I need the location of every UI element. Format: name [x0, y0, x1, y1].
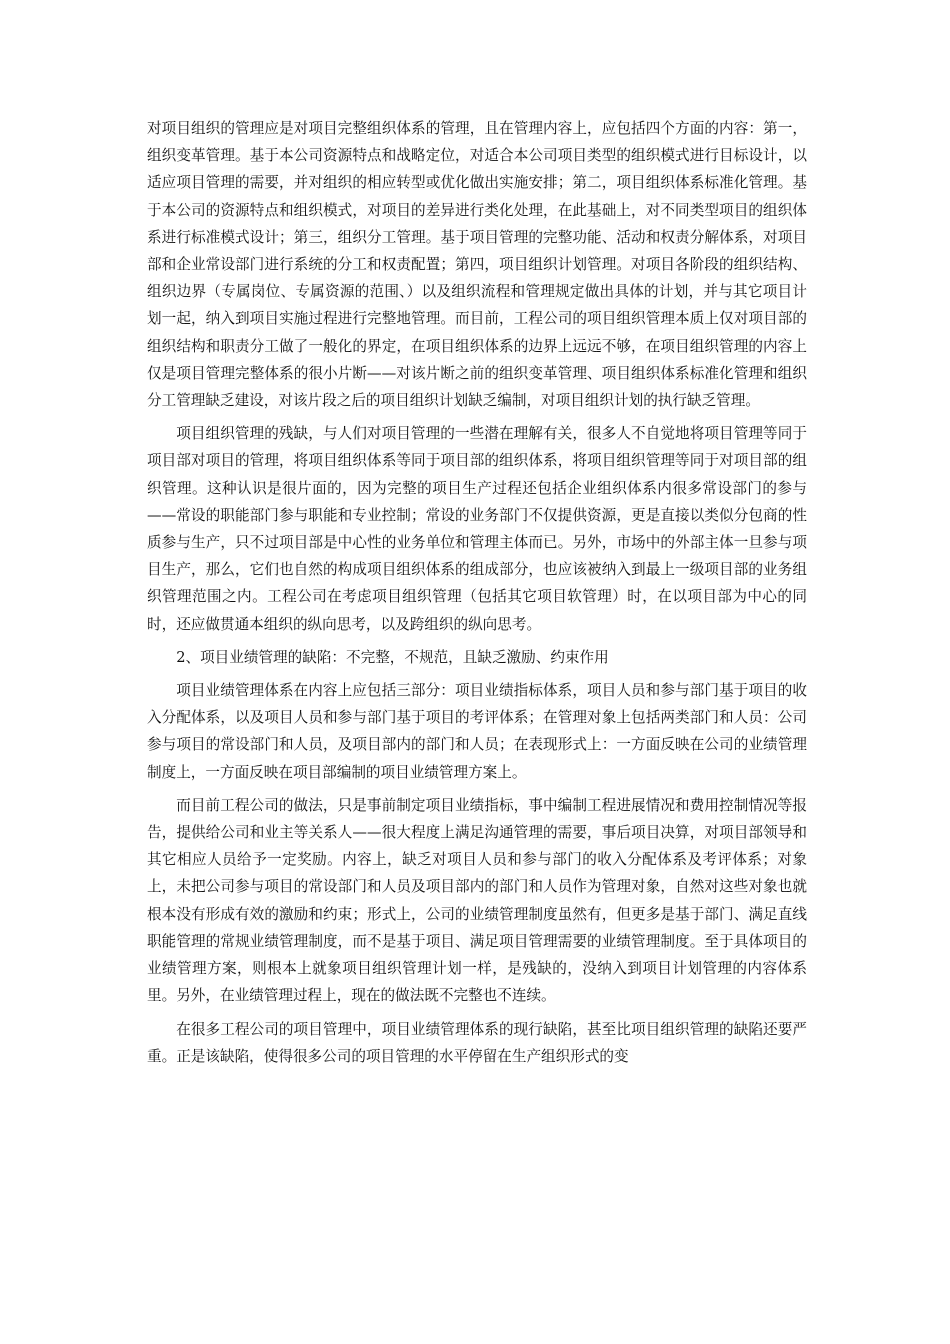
paragraph-organization-deficiency: 项目组织管理的残缺，与人们对项目管理的一些潜在理解有关，很多人不自觉地将项目管理等同于项目部对项目的管理，将项目组织体系等同于项目部的组织体系，将项目组织管理等同于对项目部的组织管理。这种认识是很片面的，因为完整的项目生产过程还包括企业组织体系内很多常设部门的参与——常设的职能部门参与职能和专业控制；常设的业务部门不仅提供资源，更是直接以类似分包商的性质参与生产，只不过项目部是中心性的业务单位和管理主体而已。另外，市场中的外部主体一旦参与项目生产，那么，它们也自然的构成项目组织体系的组成部分，也应该被纳入到最上一级项目部的业务组织管理范围之内。工程公司在考虑项目组织管理（包括其它项目软管理）时，在以项目部为中心的同时，还应做贯通本组织的纵向思考，以及跨组织的纵向思考。 — [147, 425, 807, 633]
section-heading-performance: 2、项目业绩管理的缺陷：不完整，不规范，且缺乏激励、约束作用 — [176, 648, 609, 666]
paragraph-organization-management: 对项目组织的管理应是对项目完整组织体系的管理，且在管理内容上，应包括四个方面的内容：第一，组织变革管理。基于本公司资源特点和战略定位，对适合本公司项目类型的组织模式进行目标设计，以适应项目管理的需要，并对组织的相应转型或优化做出实施安排；第二，项目组织体系标准化管理。基于本公司的资源特点和组织模式，对项目的差异进行类化处理，在此基础上，对不同类型项目的组织体系进行标准模式设计；第三，组织分工管理。基于项目管理的完整功能、活动和权责分解体系，对项目部和企业常设部门进行系统的分工和权责配置；第四，项目组织计划管理。对项目各阶段的组织结构、组织边界（专属岗位、专属资源的范围、）以及组织流程和管理规定做出具体的计划，并与其它项目计划一起，纳入到项目实施过程进行完整地管理。而目前，工程公司的项目组织管理本质上仅对项目部的组织结构和职责分工做了一般化的界定，在项目组织体系的边界上远远不够，在项目组织管理的内容上仅是项目管理完整体系的很小片断——对该片断之前的组织变革管理、项目组织体系标准化管理和组织分工管理缺乏建设，对该片段之后的项目组织计划缺乏编制，对项目组织计划的执行缺乏管理。 — [147, 120, 807, 410]
paragraph-performance-deficiency: 在很多工程公司的项目管理中，项目业绩管理体系的现行缺陷，甚至比项目组织管理的缺陷还要严重。正是该缺陷，使得很多公司的项目管理的水平停留在生产组织形式的变 — [147, 1020, 807, 1065]
document-body — [147, 115, 807, 1076]
paragraph-current-practice: 而目前工程公司的做法，只是事前制定项目业绩指标，事中编制工程进展情况和费用控制情况等报告，提供给公司和业主等关系人——很大程度上满足沟通管理的需要，事后项目决算，对项目部领导和其它相应人员给予一定奖励。内容上，缺乏对项目人员和参与部门的收入分配体系及考评体系；对象上，未把公司参与项目的常设部门和人员及项目部内的部门和人员作为管理对象，自然对这些对象也就根本没有形成有效的激励和约束；形式上，公司的业绩管理制度虽然有，但更多是基于部门、满足直线职能管理的常规业绩管理制度，而不是基于项目、满足项目管理需要的业绩管理制度。至于具体项目的业绩管理方案，则根本上就象项目组织管理计划一样，是残缺的，没纳入到项目计划管理的内容体系里。另外，在业绩管理过程上，现在的做法既不完整也不连续。 — [147, 796, 807, 1005]
paragraph-performance-system: 项目业绩管理体系在内容上应包括三部分：项目业绩指标体系，项目人员和参与部门基于项目的收入分配体系，以及项目人员和参与部门基于项目的考评体系；在管理对象上包括两类部门和人员：公司参与项目的常设部门和人员，及项目部内的部门和人员；在表现形式上：一方面反映在公司的业绩管理制度上，一方面反映在项目部编制的项目业绩管理方案上。 — [147, 682, 807, 781]
